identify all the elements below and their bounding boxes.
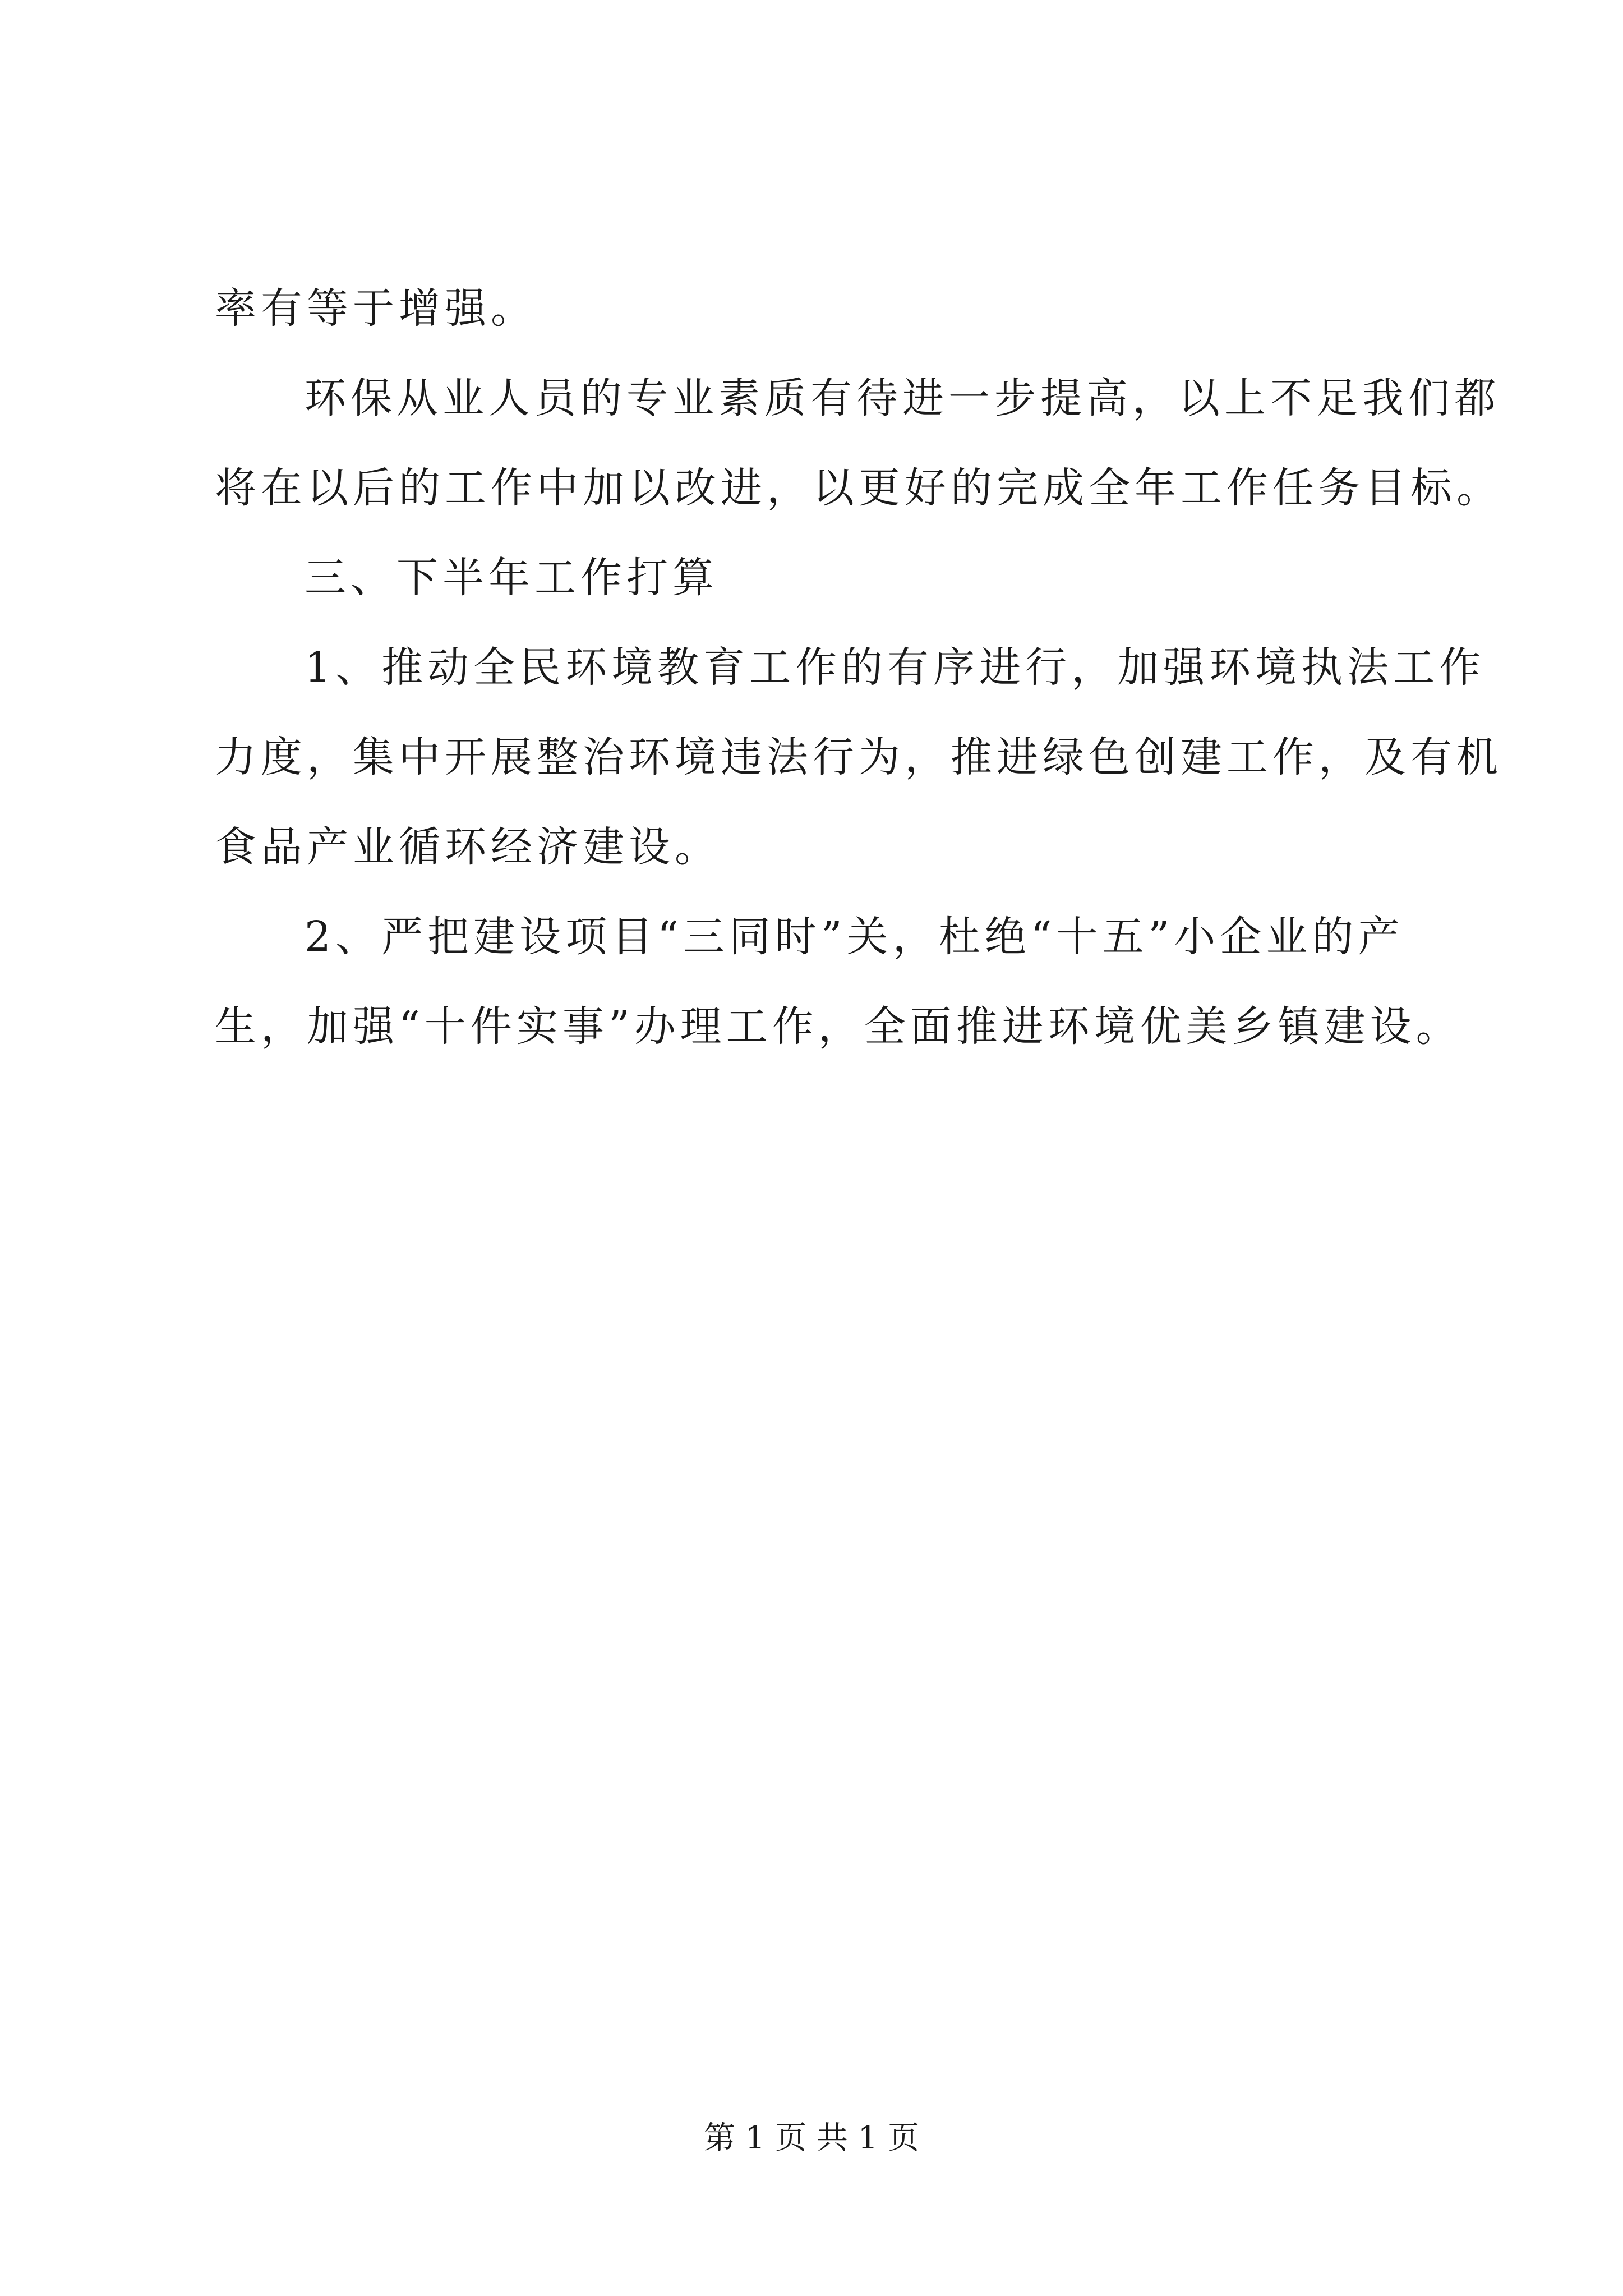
paragraph-line: 生，加强“十件实事”办理工作，全面推进环境优美乡镇建设。 <box>215 1002 1462 1051</box>
page-number: 第 1 页 共 1 页 <box>703 2120 920 2156</box>
paragraph-line: 2、严把建设项目“三同时”关，杜绝“十五”小企业的产 <box>305 913 1404 961</box>
paragraph-line: 率有等于增强。 <box>215 284 537 333</box>
paragraph-line: 将在以后的工作中加以改进，以更好的完成全年工作任务目标。 <box>215 464 1502 512</box>
paragraph-line: 1、推动全民环境教育工作的有序进行，加强环境执法工作 <box>305 643 1486 692</box>
paragraph-line: 食品产业循环经济建设。 <box>215 823 721 871</box>
paragraph-line: 力度，集中开展整治环境违法行为，推进绿色创建工作，及有机 <box>215 733 1502 781</box>
document-body <box>215 264 1502 1071</box>
paragraph-line: 环保从业人员的专业素质有待进一步提高，以上不足我们都 <box>305 374 1500 422</box>
section-heading: 三、下半年工作打算 <box>305 554 718 602</box>
